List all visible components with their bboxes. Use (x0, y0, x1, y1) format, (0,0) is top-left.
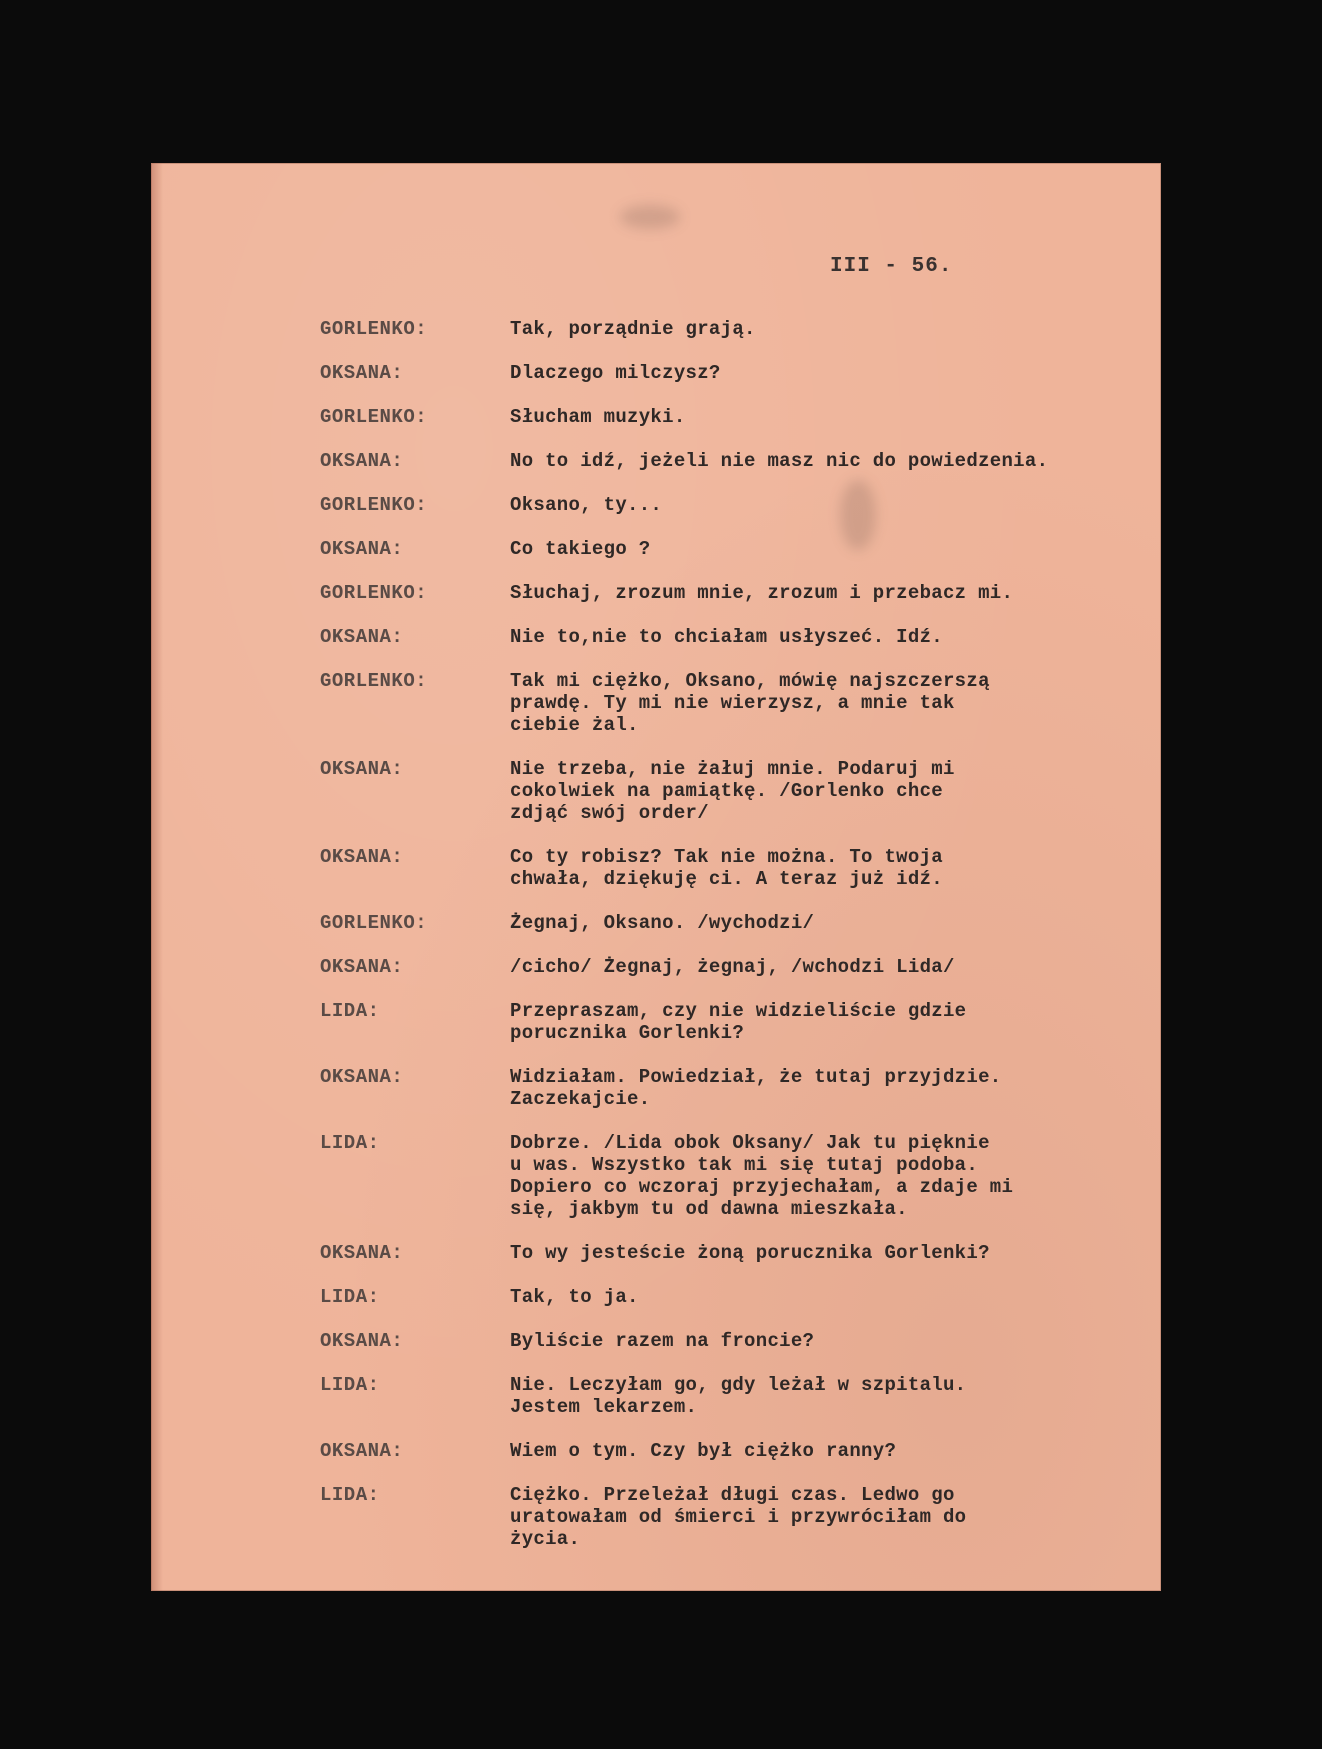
dialogue-line (320, 318, 1140, 340)
speaker-name: LIDA: (320, 1132, 380, 1154)
dialogue-line (320, 956, 1140, 978)
ink-smudge (620, 205, 680, 229)
speech-text: Ciężko. Przeleżał długi czas. Ledwo go uratowałam od śmierci i przywróciłam do życia. (510, 1484, 967, 1550)
speaker-name: OKSANA: (320, 956, 404, 978)
speaker-name: OKSANA: (320, 1066, 404, 1088)
speaker-name: OKSANA: (320, 1440, 404, 1462)
speaker-name: OKSANA: (320, 1330, 404, 1352)
speech-text: Nie. Leczyłam go, gdy leżał w szpitalu. Jestem lekarzem. (510, 1374, 967, 1418)
speaker-name: OKSANA: (320, 1242, 404, 1264)
dialogue-line (320, 1242, 1140, 1264)
dialogue-line (320, 538, 1140, 560)
speaker-name: OKSANA: (320, 450, 404, 472)
speech-text: Dlaczego milczysz? (510, 362, 721, 384)
speaker-name: LIDA: (320, 1286, 380, 1308)
speaker-name: LIDA: (320, 1000, 380, 1022)
speaker-name: GORLENKO: (320, 670, 428, 692)
speech-text: Przepraszam, czy nie widzieliście gdzie porucznika Gorlenki? (510, 1000, 967, 1044)
speech-text: /cicho/ Żegnaj, żegnaj, /wchodzi Lida/ (510, 956, 955, 978)
dialogue-line (320, 1286, 1140, 1308)
dialogue-line (320, 1330, 1140, 1352)
dialogue-script (320, 318, 1140, 1550)
speech-text: Tak mi ciężko, Oksano, mówię najszczerszą prawdę. Ty mi nie wierzysz, a mnie tak ciebie żal. (510, 670, 990, 736)
speech-text: No to idź, jeżeli nie masz nic do powiedzenia. (510, 450, 1049, 472)
dialogue-line (320, 1066, 1140, 1110)
speech-text: Dobrze. /Lida obok Oksany/ Jak tu pięknie u was. Wszystko tak mi się tutaj podoba. Dopiero co wczoraj przyjechałam, a zdaje mi się, jakbym tu od dawna mieszkała. (510, 1132, 1014, 1220)
speech-text: Co ty robisz? Tak nie można. To twoja chwała, dziękuję ci. A teraz już idź. (510, 846, 943, 890)
speech-text: Słuchaj, zrozum mnie, zrozum i przebacz mi. (510, 582, 1014, 604)
dialogue-line (320, 1440, 1140, 1462)
speaker-name: LIDA: (320, 1374, 380, 1396)
speech-text: To wy jesteście żoną porucznika Gorlenki? (510, 1242, 990, 1264)
dialogue-line (320, 1374, 1140, 1418)
speaker-name: GORLENKO: (320, 494, 428, 516)
dialogue-line (320, 758, 1140, 824)
speaker-name: GORLENKO: (320, 582, 428, 604)
speaker-name: OKSANA: (320, 846, 404, 868)
dialogue-line (320, 406, 1140, 428)
speaker-name: LIDA: (320, 1484, 380, 1506)
speaker-name: GORLENKO: (320, 406, 428, 428)
speaker-name: OKSANA: (320, 758, 404, 780)
speaker-name: GORLENKO: (320, 318, 428, 340)
dialogue-line (320, 912, 1140, 934)
dialogue-line (320, 1484, 1140, 1550)
speech-text: Widziałam. Powiedział, że tutaj przyjdzie. Zaczekajcie. (510, 1066, 1002, 1110)
speech-text: Tak, to ja. (510, 1286, 639, 1308)
dialogue-line (320, 1000, 1140, 1044)
speech-text: Nie trzeba, nie żałuj mnie. Podaruj mi cokolwiek na pamiątkę. /Gorlenko chce zdjąć swój order/ (510, 758, 955, 824)
dialogue-line (320, 582, 1140, 604)
speech-text: Co takiego ? (510, 538, 651, 560)
dialogue-line (320, 846, 1140, 890)
dialogue-line (320, 450, 1140, 472)
page-edge-shadow (151, 163, 163, 1591)
speaker-name: GORLENKO: (320, 912, 428, 934)
dialogue-line (320, 362, 1140, 384)
page-number: III - 56. (830, 255, 953, 278)
speech-text: Nie to,nie to chciałam usłyszeć. Idź. (510, 626, 943, 648)
speaker-name: OKSANA: (320, 362, 404, 384)
speech-text: Żegnaj, Oksano. /wychodzi/ (510, 912, 815, 934)
dialogue-line (320, 670, 1140, 736)
dialogue-line (320, 626, 1140, 648)
speech-text: Oksano, ty... (510, 494, 663, 516)
speech-text: Tak, porządnie grają. (510, 318, 756, 340)
speaker-name: OKSANA: (320, 626, 404, 648)
speech-text: Byliście razem na froncie? (510, 1330, 815, 1352)
speech-text: Wiem o tym. Czy był ciężko ranny? (510, 1440, 897, 1462)
speech-text: Słucham muzyki. (510, 406, 686, 428)
dialogue-line (320, 494, 1140, 516)
speaker-name: OKSANA: (320, 538, 404, 560)
dialogue-line (320, 1132, 1140, 1220)
